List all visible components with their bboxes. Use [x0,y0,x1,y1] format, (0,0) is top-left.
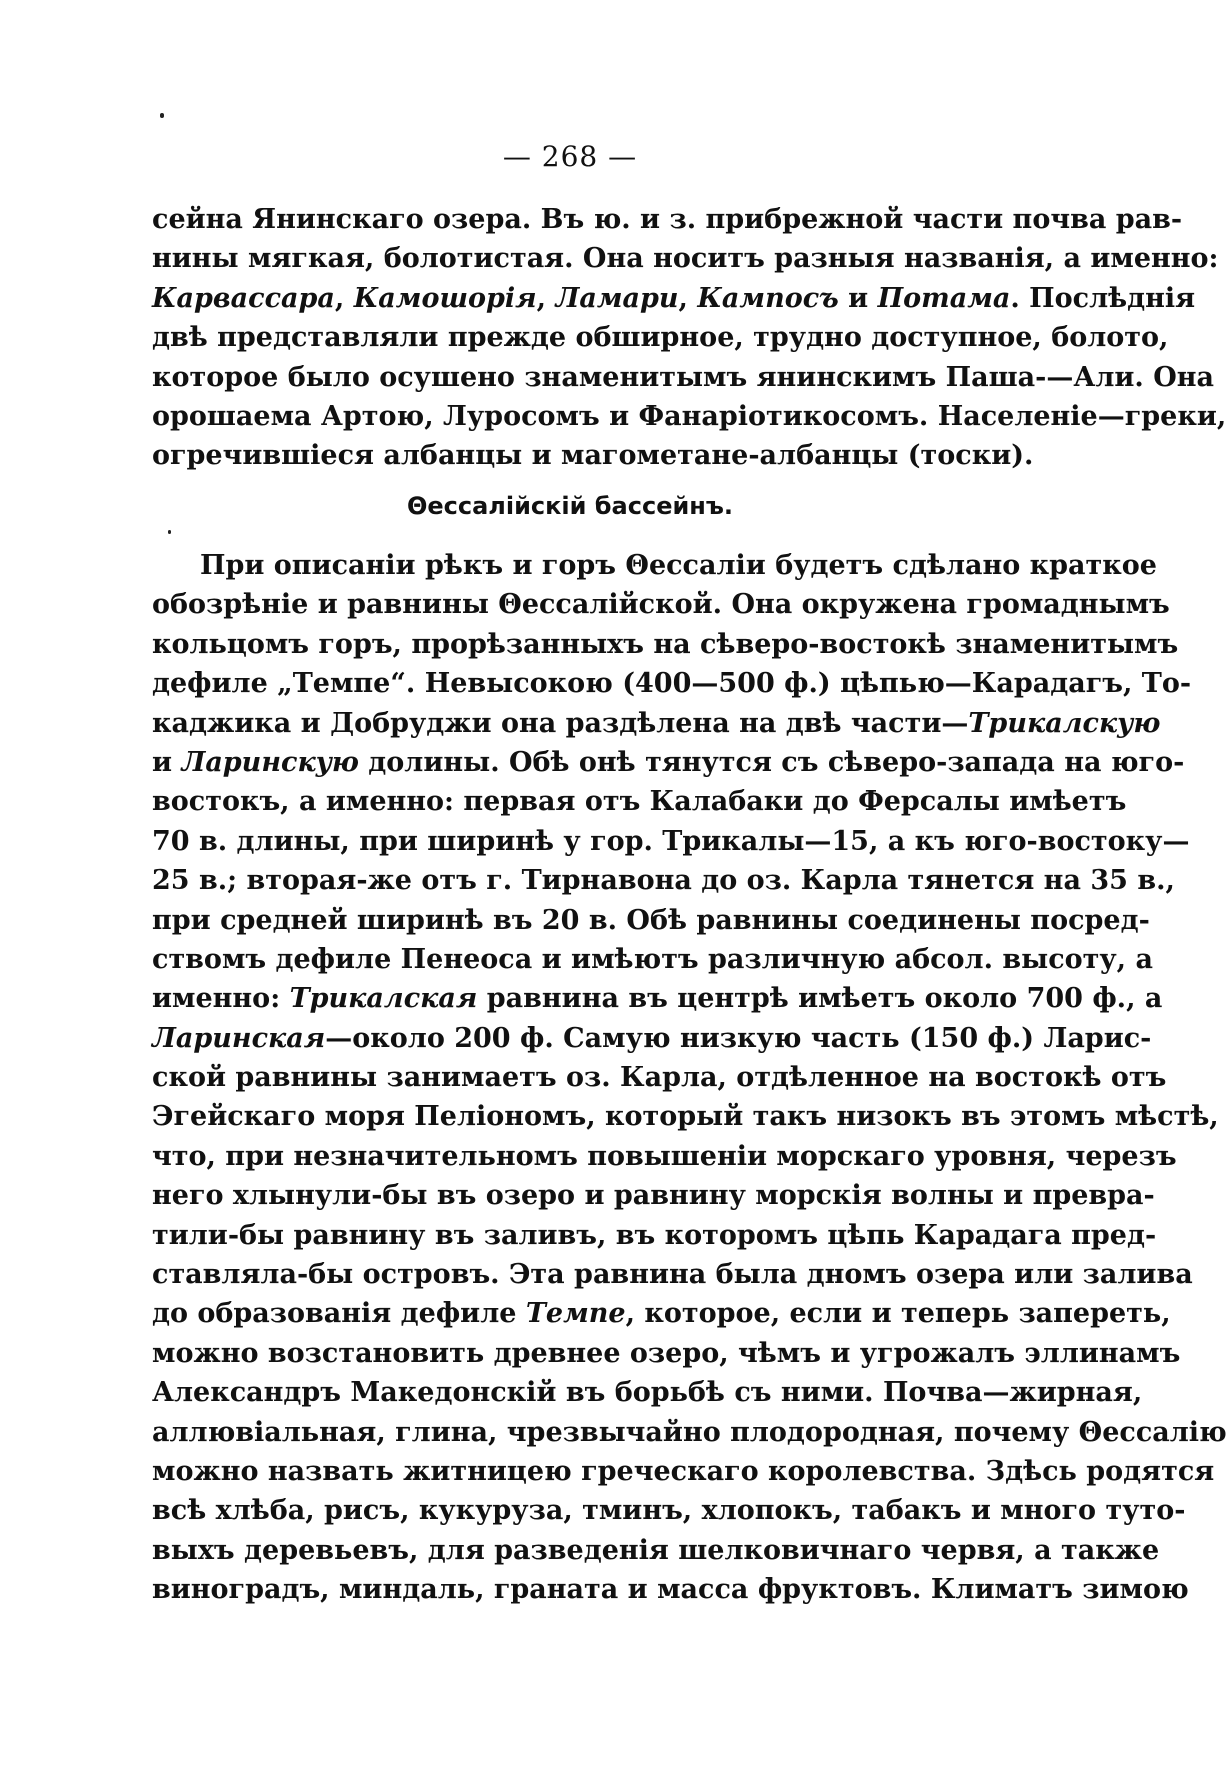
text-line [152,397,1227,436]
text-run: долины. Обѣ онѣ тянутся съ сѣверо-запада на юго- [358,746,1185,778]
text-run: сейна Янинскаго озера. Въ ю. и з. прибрежной части почва рав- [152,204,1183,235]
italic-term: Трикалскую [968,707,1161,739]
text-run: Эгейскаго моря Пеліономъ, который такъ низокъ въ этомъ мѣстѣ, [152,1101,1219,1133]
text-run: , [536,282,556,314]
text-line [152,1137,1177,1176]
text-run: можно назвать житницею греческаго королевства. Здѣсь родятся [152,1455,1215,1487]
text-run: 70 в. длины, при ширинѣ у гор. Трикалы—15, а къ юго-востоку— [152,825,1190,857]
italic-term: Ламари [555,282,679,314]
text-run: 25 в.; вторая-же отъ г. Тирнавона до оз. Карла тянется на 35 в., [152,865,1175,897]
page-number: — 268 — [502,140,638,173]
text-line [152,318,1169,357]
ink-speck [168,530,171,534]
text-run: двѣ представляли прежде обширное, трудно доступное, болото, [152,322,1169,354]
text-run: виноградъ, миндаль, граната и масса фруктовъ. Климатъ зимою [152,1574,1189,1606]
text-line [152,1334,1181,1373]
text-run: что, при незначительномъ повышеніи морскаго уровня, черезъ [152,1140,1177,1172]
text-line [152,1019,1152,1058]
text-run: —около 200 ф. Самую низкую часть (150 ф.) Ларис- [325,1022,1152,1054]
italic-term: Кампосъ [697,282,839,314]
text-run: дефиле „Темпе“. Невысокою (400—500 ф.) цѣпью—Карадагъ, То- [152,668,1192,700]
text-run: равнина въ центрѣ имѣетъ около 700 ф., а [477,983,1163,1015]
text-line [152,358,1214,397]
text-line [152,239,1219,278]
text-line [152,979,1163,1018]
text-run: , [334,282,354,314]
text-line [152,743,1185,782]
text-line [152,546,1157,585]
text-line [152,625,1179,664]
text-run: аллювіальная, глина, чрезвычайно плодородная, почему Θессалію [152,1416,1227,1448]
text-line [152,822,1190,861]
text-run: обозрѣніе и равнины Θессалійской. Она окружена громаднымъ [152,589,1170,621]
text-line [152,1255,1193,1294]
text-line [152,200,1183,239]
top-paragraph [152,200,1227,476]
text-run: до образованія дефиле [152,1298,526,1330]
text-line [152,1413,1227,1452]
text-run: , которое, если и теперь запереть, [625,1298,1171,1330]
text-run: При описаніи рѣкъ и горъ Θессаліи будетъ сдѣлано краткое [200,550,1157,581]
text-line [152,861,1175,900]
text-line [152,1570,1189,1609]
text-run: огречившіеся албанцы и магометане-албанцы (тоски). [152,440,1034,472]
italic-term: Потама [877,282,1011,314]
text-run: орошаема Артою, Луросомъ и Фанаріотикосомъ. Населеніе—греки, [152,400,1227,432]
text-run: ставляла-бы островъ. Эта равнина была дномъ озера или залива [152,1259,1193,1291]
italic-term: Трикалская [289,983,478,1015]
text-run: ской равнины занимаетъ оз. Карла, отдѣленное на востокѣ отъ [152,1062,1167,1094]
text-line [152,1452,1215,1491]
text-run: него хлынули-бы въ озеро и равнину морскія волны и превра- [152,1180,1155,1212]
text-line [152,901,1150,940]
text-line [152,782,1127,821]
text-line [152,436,1082,475]
text-run: каджика и Добруджи она раздѣлена на двѣ части— [152,707,969,739]
text-line [152,664,1192,703]
text-line [152,1294,1171,1333]
text-run: всѣ хлѣба, рисъ, кукуруза, тминъ, хлопокъ, табакъ и много туто- [152,1495,1186,1527]
text-line [152,1097,1219,1136]
text-run: и [152,746,182,778]
text-line [152,1373,1143,1412]
text-run: кольцомъ горъ, прорѣзанныхъ на сѣверо-востокѣ знаменитымъ [152,628,1179,660]
text-run: при средней ширинѣ въ 20 в. Обѣ равнины соединены посред- [152,904,1150,936]
text-run: именно: [152,983,290,1015]
ink-speck [160,113,164,118]
text-line [152,1216,1157,1255]
text-run: можно возстановить древнее озеро, чѣмъ и угрожалъ эллинамъ [152,1337,1181,1369]
text-line [152,1491,1186,1530]
italic-term: Карвассара [152,282,335,314]
text-run: тили-бы равнину въ заливъ, въ которомъ цѣпь Карадага пред- [152,1219,1157,1251]
text-run: которое было осушено знаменитымъ янинскимъ Паша-—Али. Она [152,361,1214,393]
text-run: ствомъ дефиле Пенеоса и имѣютъ различную абсол. высоту, а [152,943,1153,975]
text-run: выхъ деревьевъ, для разведенія шелковичнаго червя, а также [152,1534,1160,1566]
text-run: . Послѣднія [1010,282,1196,314]
text-line [152,1176,1155,1215]
text-line [152,704,1161,743]
text-run: востокъ, а именно: первая отъ Калабаки до Ферсалы имѣетъ [152,786,1127,818]
italic-term: Камошорія [353,282,537,314]
text-run: и [838,282,878,314]
text-run: нины мягкая, болотистая. Она носитъ разныя названія, а именно: [152,243,1219,275]
text-line [152,279,1196,318]
main-paragraph [152,546,1227,1610]
section-heading: Θессалійскій бассейнъ. [406,492,734,520]
text-line [152,940,1153,979]
italic-term: Ларинскую [181,746,359,778]
text-run: Александръ Македонскій въ борьбѣ съ ними. Почва—жирная, [152,1377,1143,1409]
text-line [152,585,1170,624]
text-run: , [678,282,698,314]
italic-term: Темпе [525,1298,626,1330]
italic-term: Ларинская [152,1022,326,1054]
text-line [152,1531,1160,1570]
text-line [152,1058,1167,1097]
